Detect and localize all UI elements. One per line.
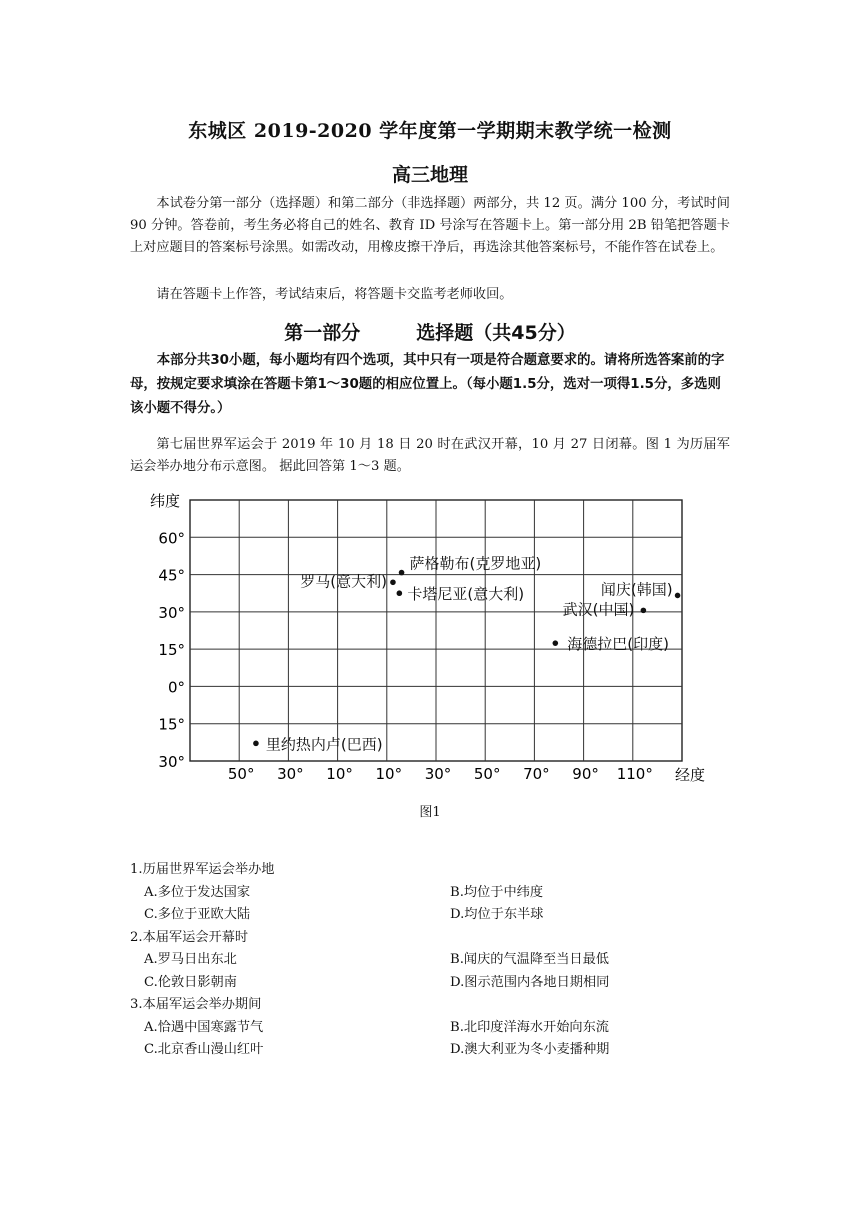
question-3 [130,994,730,1062]
y-tick-label: 15° [158,641,185,660]
option-a[interactable]: A.恰遇中国寒露节气 [144,1019,264,1035]
venue-label: 海德拉巴(印度) [567,635,670,654]
option-b[interactable]: B.均位于中纬度 [450,884,544,900]
y-tick-label: 30° [158,603,185,622]
option-c[interactable]: C.伦敦日影朝南 [144,974,237,990]
option-a[interactable]: A.罗马日出东北 [144,952,237,967]
y-tick-label: 60° [158,529,185,548]
x-axis-label: 经度 [675,766,706,784]
question-stem: 2.本届军运会开幕时 [130,929,249,945]
venue-point [641,608,647,614]
part-description: 本部分共30小题，每小题均有四个选项，其中只有一项是符合题意要求的。请将所选答案前的字母，按规定要求填涂在答题卡第1～30题的相应位置上。（每小题1.5分，选对一项得1.5分，多选则该小题不得分。） [130,353,725,416]
exam-title: 东城区 2019-2020 学年度第一学期期末教学统一检测 [188,120,672,142]
option-c[interactable]: C.多位于亚欧大陆 [144,907,251,922]
subject-title: 高三地理 [391,164,468,186]
venue-point [399,570,405,576]
chart-grid [190,500,682,761]
venue-point [390,579,396,585]
option-c[interactable]: C.北京香山漫山红叶 [144,1042,264,1057]
y-tick-label: 15° [158,715,185,734]
part-heading [0,318,860,345]
question-2 [130,927,730,995]
option-d[interactable]: D.图示范围内各地日期相同 [450,974,610,990]
x-tick-label: 30° [277,765,304,783]
questions-section [130,859,730,1062]
option-b[interactable]: B.闻庆的气温降至当日最低 [450,952,609,967]
question-stem: 3.本届军运会举办期间 [130,997,262,1012]
venue-point [253,741,259,747]
context-paragraph: 第七届世界军运会于 2019 年 10 月 18 日 20 时在武汉开幕，10 月 27 日闭幕。图 1 为历届军运会举办地分布示意图。 据此回答第 1～3 题。 [130,437,730,474]
x-tick-label: 110° [616,765,653,783]
y-tick-label: 45° [158,566,185,585]
option-d[interactable]: D.澳大利亚为冬小麦播种期 [450,1042,610,1057]
question-1 [130,859,730,927]
x-tick-label: 30° [424,765,452,783]
option-b[interactable]: B.北印度洋海水开始向东流 [450,1019,609,1035]
venue-label: 卡塔尼亚(意大利) [407,585,525,604]
x-tick-label: 70° [523,765,550,783]
venue-label: 罗马(意大利) [300,572,387,591]
x-tick-label: 50° [227,765,255,783]
instructions-paragraph: 本试卷分第一部分（选择题）和第二部分（非选择题）两部分，共 12 页。满分 100 分，考试时间 90 分钟。答卷前，考生务必将自己的姓名、教育 ID 号涂写在答题卡上。第一部分用 2B 铅笔把答题卡上对应题目的答案标号涂黑。如需改动，用橡皮擦干净后，再选涂其他答案标号，不能作答在试卷上。 [130,196,730,255]
x-tick-label: 10° [375,765,403,783]
venue-point [397,590,403,596]
question-stem: 1.历届世界军运会举办地 [130,862,275,877]
y-tick-label: 0° [167,678,185,697]
venue-label: 里约热内卢(巴西) [265,735,383,754]
venue-label: 武汉(中国) [562,600,635,619]
venue-latitude-longitude-chart [150,488,720,788]
part-title: 选择题（共45分） [416,322,576,344]
instructions-note: 请在答题卡上作答，考试结束后，将答题卡交监考老师收回。 [156,287,513,302]
part-name: 第一部分 [284,322,361,344]
venue-label: 萨格勒布(克罗地亚) [409,554,542,573]
x-tick-label: 90° [572,765,599,783]
venue-point [675,593,681,599]
venue-point [553,640,559,646]
option-a[interactable]: A.多位于发达国家 [144,884,251,900]
x-tick-label: 10° [326,765,353,783]
option-d[interactable]: D.均位于东半球 [450,907,544,922]
y-axis-label: 纬度 [150,492,181,510]
y-tick-label: 30° [158,753,185,771]
venue-label: 闻庆(韩国) [600,580,673,599]
figure-caption: 图1 [419,805,441,820]
x-tick-label: 50° [473,765,501,783]
